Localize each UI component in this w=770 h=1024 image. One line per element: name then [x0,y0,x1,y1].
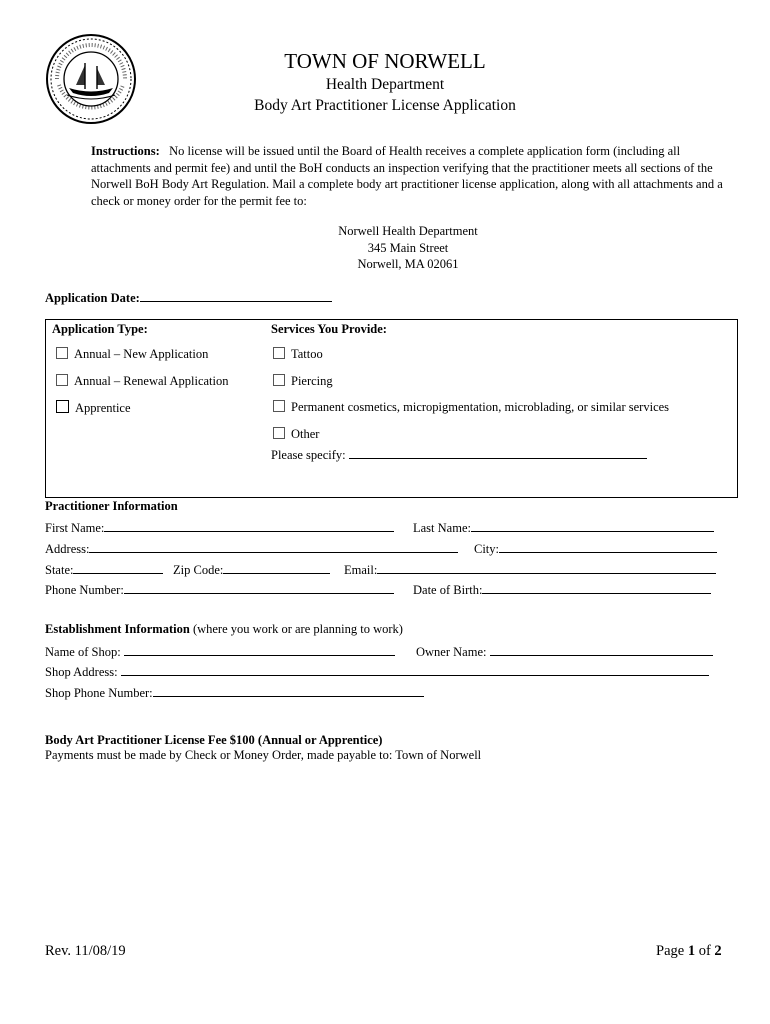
owner-name-label: Owner Name: [416,645,487,659]
application-date-label: Application Date: [45,291,140,305]
zip-field[interactable] [223,561,330,574]
first-name-row [45,519,394,536]
shop-address-field[interactable] [121,663,709,676]
address-field[interactable] [89,540,458,553]
dob-row [413,581,711,598]
service-label: Tattoo [291,347,323,361]
city-row [474,540,717,557]
option-label: Annual – New Application [74,347,209,361]
address-row [45,540,458,557]
checkbox-annual-renewal[interactable] [56,374,68,386]
option-label: Apprentice [75,401,131,415]
instructions-text: No license will be issued until the Board of Health receives a complete application form (including all attachments and permit fee) and until the BoH conducts an inspection verifying that the practitioner meets all sections of the Norwell BoH Body Art Regulation. Mail a complete body art practitioner license application, along with all attachments and a check or money order for the permit fee to: [91,144,723,208]
specify-field[interactable] [349,446,647,459]
address-line-1: Norwell Health Department [338,224,478,238]
service-other[interactable] [273,427,319,442]
option-label: Annual – Renewal Application [74,374,229,388]
last-name-field[interactable] [471,519,714,532]
email-row [344,561,716,578]
owner-name-field[interactable] [490,643,713,656]
last-name-label: Last Name: [413,521,471,535]
city-label: City: [474,542,500,556]
option-annual-new[interactable] [56,347,208,362]
address-line-3: Norwell, MA 02061 [357,257,459,271]
page-prefix: Page [656,943,685,959]
address-line-2: 345 Main Street [367,240,449,255]
service-label: Permanent cosmetics, micropigmentation, microblading, or similar services [291,400,670,414]
establishment-heading: Establishment Information [45,622,190,636]
application-date-row [45,289,332,306]
page-of: of [698,943,711,959]
first-name-field[interactable] [104,519,394,532]
option-apprentice[interactable] [56,400,131,416]
practitioner-heading: Practitioner Information [45,499,178,513]
checkbox-piercing[interactable] [273,374,285,386]
revision-date: Rev. 11/08/19 [45,943,126,959]
shop-phone-label: Shop Phone Number: [45,686,153,700]
department-name: Health Department [325,76,445,93]
first-name-label: First Name: [45,521,105,535]
checkbox-apprentice[interactable] [56,400,69,413]
shop-address-row [45,663,709,680]
shop-phone-field[interactable] [153,684,424,697]
mailing-address [0,223,770,273]
state-field[interactable] [73,561,163,574]
state-row [45,561,163,578]
zip-row [173,561,330,578]
service-tattoo[interactable] [273,347,323,362]
specify-row [271,446,647,463]
service-label: Piercing [291,374,333,388]
checkbox-annual-new[interactable] [56,347,68,359]
owner-name-row [416,643,713,660]
state-label: State: [45,563,74,577]
checkbox-permanent-cosmetics[interactable] [273,400,285,412]
application-date-field[interactable] [140,289,332,302]
zip-label: Zip Code: [173,563,224,577]
email-field[interactable] [377,561,716,574]
option-annual-renewal[interactable] [56,374,228,389]
services-heading: Services You Provide: [271,322,387,336]
service-piercing[interactable] [273,374,333,389]
checkbox-other[interactable] [273,427,285,439]
phone-label: Phone Number: [45,583,124,597]
email-label: Email: [344,563,378,577]
fee-payment-text: Payments must be made by Check or Money Order, made payable to: Town of Norwell [45,748,482,762]
phone-row [45,581,394,598]
shop-phone-row [45,684,424,701]
fee-heading: Body Art Practitioner License Fee $100 (Annual or Apprentice) [45,733,383,747]
instructions-block [91,143,731,209]
phone-field[interactable] [124,581,394,594]
establishment-note: (where you work or are planning to work) [192,622,403,636]
page-total: 2 [714,943,722,959]
city-field[interactable] [499,540,717,553]
dob-field[interactable] [482,581,711,594]
shop-name-field[interactable] [124,643,395,656]
establishment-heading-row [45,622,403,637]
page-indicator [656,943,722,960]
dob-label: Date of Birth: [413,583,483,597]
service-label: Other [291,427,320,441]
instructions-label: Instructions: [91,144,160,158]
shop-name-row [45,643,395,660]
shop-name-label: Name of Shop: [45,645,121,659]
checkbox-tattoo[interactable] [273,347,285,359]
page-title: TOWN OF NORWELL [284,49,486,73]
form-title: Body Art Practitioner License Application [254,97,516,114]
specify-label: Please specify: [271,448,346,462]
last-name-row [413,519,714,536]
shop-address-label: Shop Address: [45,665,118,679]
service-permanent-cosmetics[interactable] [273,400,669,415]
address-label: Address: [45,542,90,556]
page-number: 1 [687,943,696,959]
application-type-heading: Application Type: [52,322,148,336]
